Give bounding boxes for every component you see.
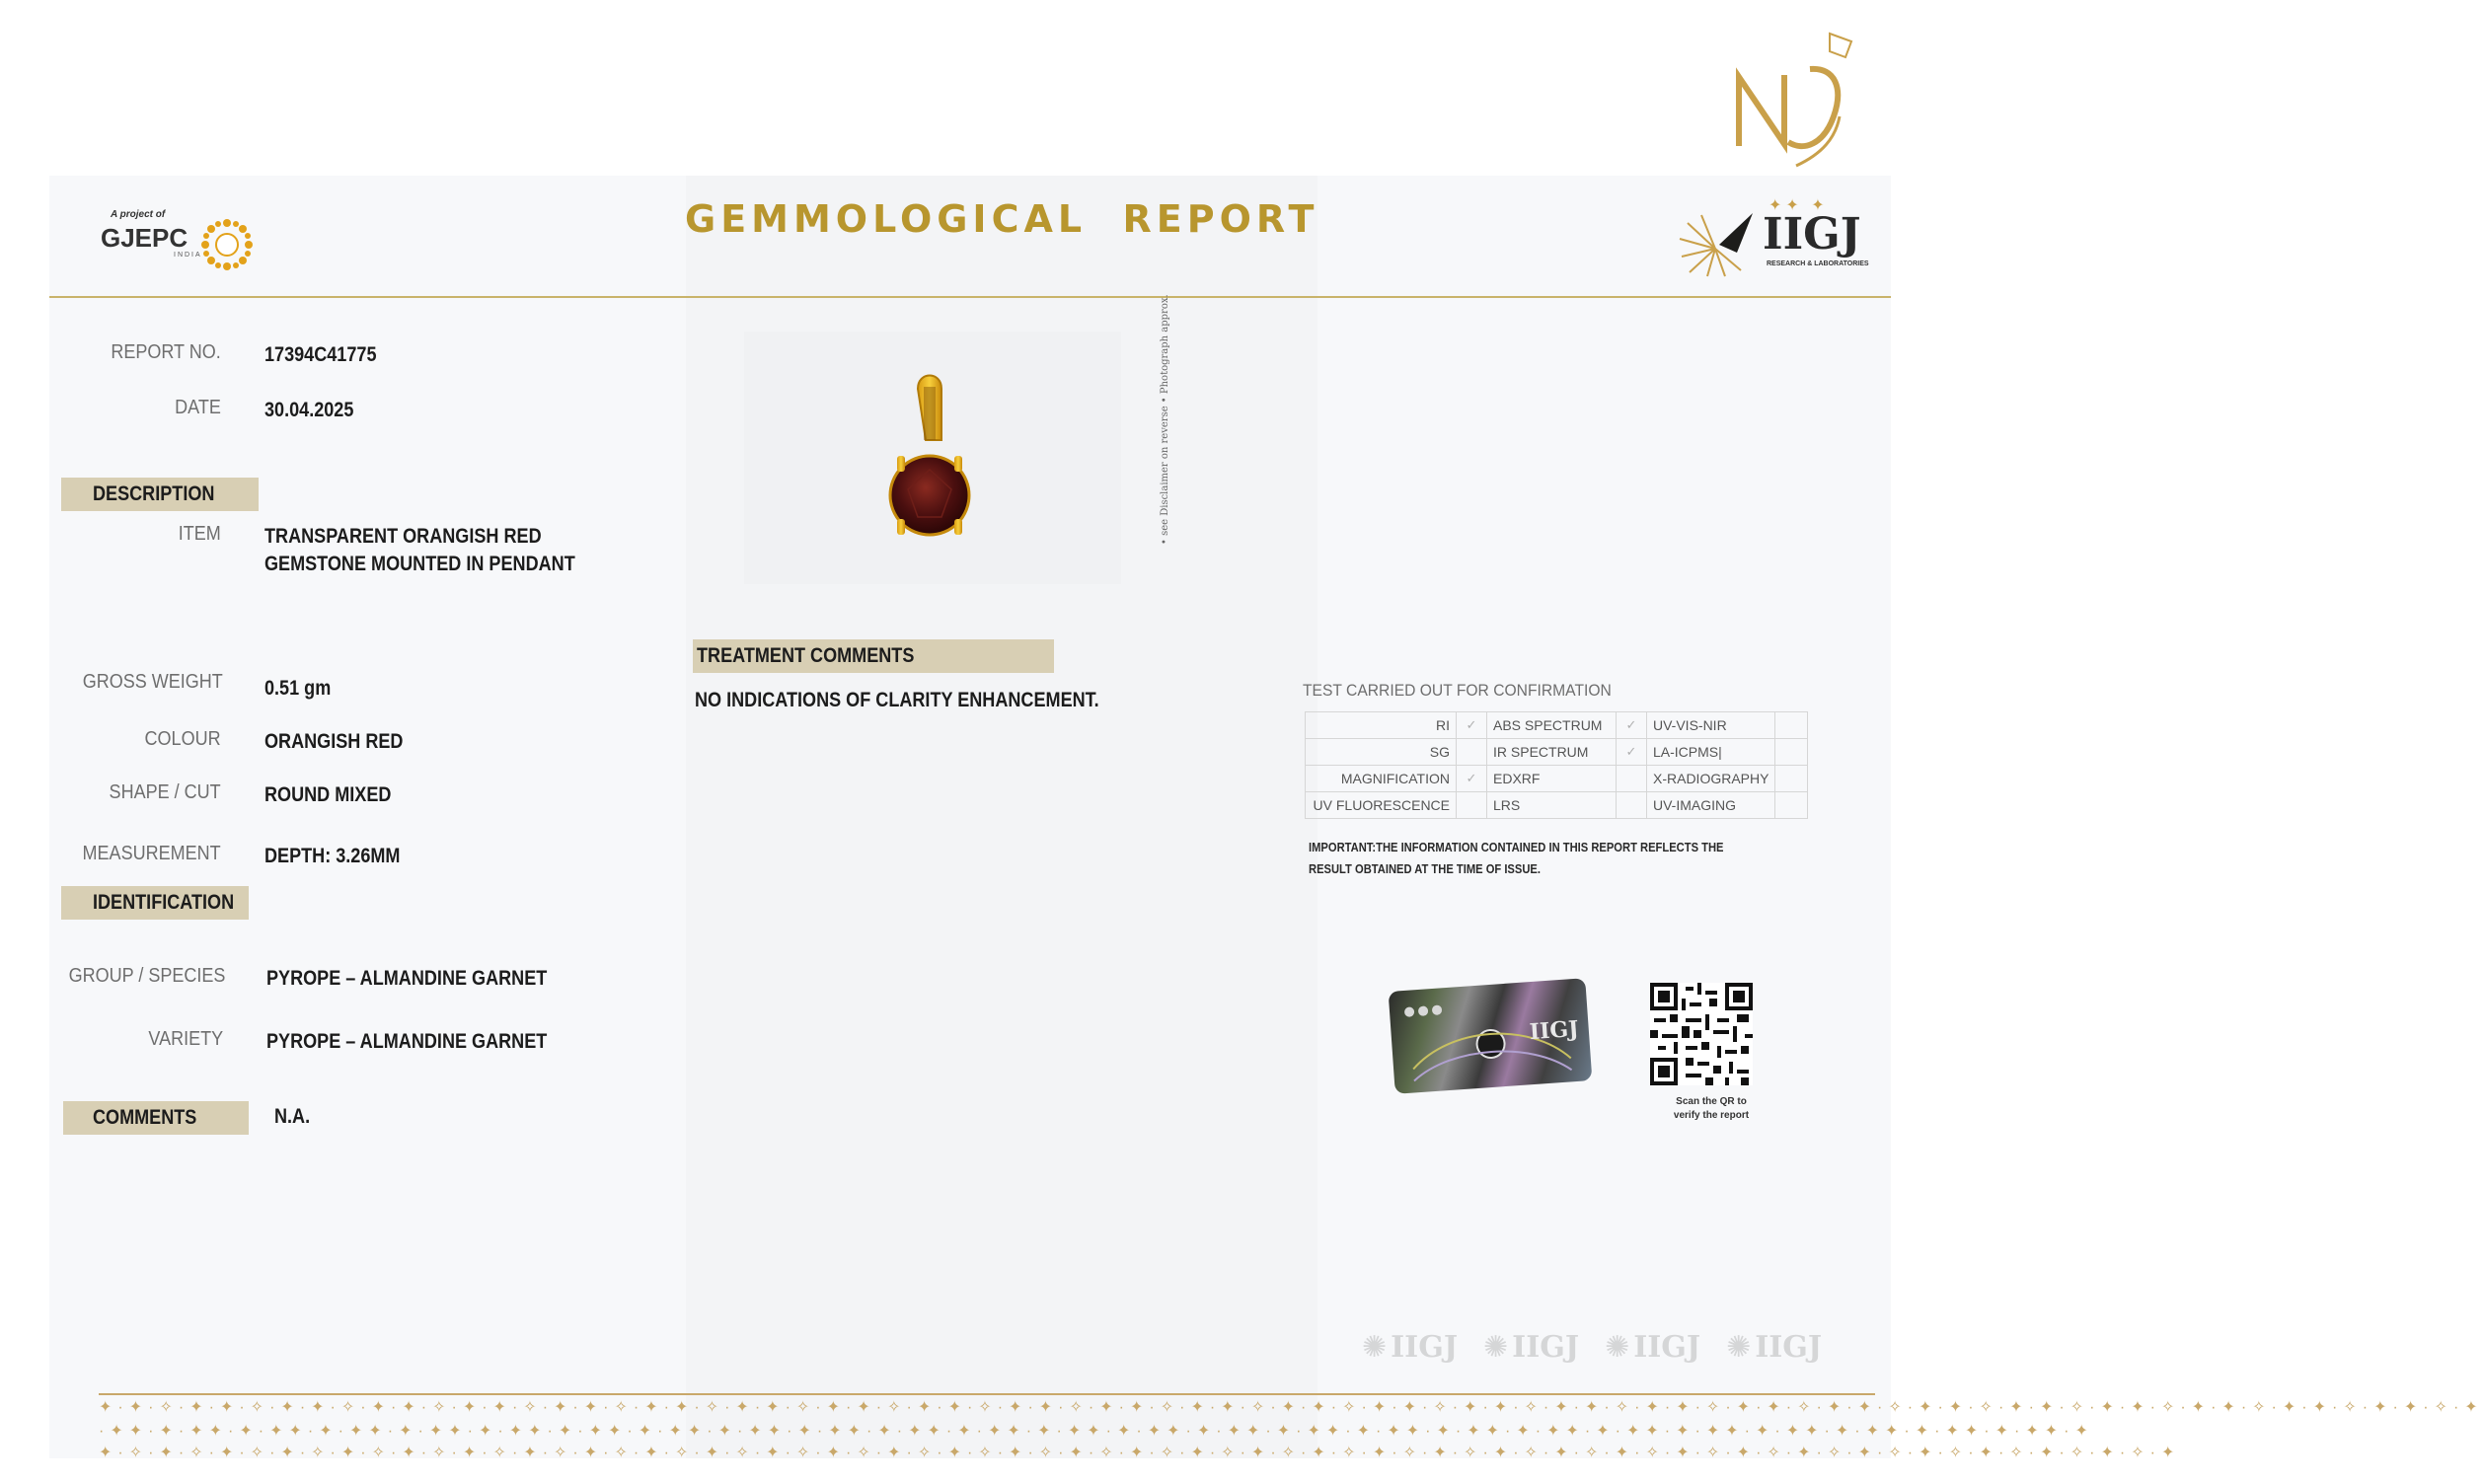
table-row — [1306, 739, 1808, 766]
empty-cell — [1775, 739, 1808, 766]
iigj-burst-icon — [1676, 209, 1757, 278]
check-icon: ✓ — [1457, 766, 1487, 792]
gjepc-logo — [99, 207, 266, 276]
important-line1: THE INFORMATION CONTAINED IN THIS REPORT REFLECTS THE — [1376, 840, 1724, 854]
important-note — [1309, 837, 1723, 880]
watermark-text: IIGJ — [1755, 1329, 1823, 1365]
group-value: PYROPE – ALMANDINE GARNET — [266, 967, 548, 990]
comments-heading-text: COMMENTS — [93, 1106, 197, 1129]
gjepc-sun-icon — [201, 219, 253, 270]
garnet-pendant-icon — [744, 332, 1121, 584]
gjepc-country: INDIA — [174, 252, 202, 259]
bottom-border-line — [99, 1393, 1875, 1395]
date-label: DATE — [175, 397, 221, 418]
iigj-subtitle: RESEARCH & LABORATORIES — [1767, 260, 1869, 267]
empty-cell — [1775, 712, 1808, 739]
table-row — [1306, 712, 1808, 739]
watermark-logo — [1483, 1322, 1579, 1372]
nj-logo-icon — [1727, 28, 1865, 176]
item-label: ITEM — [178, 523, 221, 545]
check-icon: ✓ — [1617, 712, 1647, 739]
comments-value: N.A. — [274, 1105, 311, 1128]
description-heading-text: DESCRIPTION — [93, 482, 215, 505]
identification-heading — [61, 886, 249, 920]
gjepc-name: GJEPC — [101, 223, 188, 253]
test-abs-spectrum: ABS SPECTRUM — [1487, 712, 1617, 739]
check-icon — [1457, 739, 1487, 766]
report-no-label: REPORT NO. — [111, 341, 221, 363]
measurement-label: MEASUREMENT — [82, 843, 221, 864]
watermark-text: IIGJ — [1512, 1329, 1580, 1365]
check-icon — [1617, 766, 1647, 792]
check-icon: ✓ — [1457, 712, 1487, 739]
colour-label: COLOUR — [144, 728, 221, 750]
test-uv-fluorescence: UV FLUORESCENCE — [1306, 792, 1457, 819]
shape-label: SHAPE / CUT — [109, 781, 221, 803]
watermark-text: IIGJ — [1633, 1329, 1701, 1365]
watermark-row — [1362, 1322, 1895, 1372]
report-no-value: 17394C41775 — [264, 343, 377, 366]
nj-logo — [1727, 28, 1865, 176]
iigj-logo — [1676, 195, 1873, 284]
colour-value: ORANGISH RED — [264, 730, 404, 753]
page-title: GEMMOLOGICAL REPORT — [685, 197, 1319, 241]
table-row — [1306, 792, 1808, 819]
test-x-radiography: X-RADIOGRAPHY — [1647, 766, 1775, 792]
important-line2: RESULT OBTAINED AT THE TIME OF ISSUE. — [1309, 861, 1541, 876]
test-magnification: MAGNIFICATION — [1306, 766, 1457, 792]
test-sg: SG — [1306, 739, 1457, 766]
watermark-burst-icon: ✺ — [1726, 1330, 1752, 1364]
variety-label: VARIETY — [148, 1028, 223, 1050]
test-ir-spectrum: IR SPECTRUM — [1487, 739, 1617, 766]
tests-heading: TEST CARRIED OUT FOR CONFIRMATION — [1303, 681, 1612, 700]
item-value-line1: TRANSPARENT ORANGISH RED — [264, 525, 542, 548]
gross-weight-label: GROSS WEIGHT — [82, 671, 223, 693]
qr-caption — [1650, 1095, 1772, 1123]
hologram-sticker — [1389, 978, 1593, 1094]
check-icon: ✓ — [1617, 739, 1647, 766]
gem-photo — [744, 332, 1121, 584]
bottom-border-dots-3: ✦·✧·✦·✧·✦·✧·✦·✧·✦·✧·✦·✧·✦·✧·✦·✧·✦·✧·✦·✧·✦·✧·✦·✧·✦·✧·✦·✧·✦·✧·✦·✧·✦·✧·✦·✧·✦·✧·✦·✧·✦·✧·✦·✧·✦·✧·✦·✧·✦·✧·✦·✧·✦·✧·✦·✧·✦·✧·✦·✧·✦·✧·✦·✧·✦·✧·✦·✧·✦ — [99, 1445, 2181, 1461]
test-la-icpms: LA-ICPMS| — [1647, 739, 1775, 766]
watermark-logo — [1362, 1322, 1458, 1372]
iigj-stars: ✦✦ ✦ — [1769, 197, 1829, 214]
item-value-line2: GEMSTONE MOUNTED IN PENDANT — [264, 553, 575, 575]
treatment-heading — [693, 639, 1054, 673]
empty-cell — [1775, 766, 1808, 792]
watermark-text: IIGJ — [1391, 1329, 1459, 1365]
group-label: GROUP / SPECIES — [68, 965, 225, 987]
iigj-name: IIGJ — [1763, 209, 1861, 260]
date-value: 30.04.2025 — [264, 399, 354, 421]
watermark-logo — [1726, 1322, 1822, 1372]
header-divider — [49, 296, 1891, 298]
identification-heading-text: IDENTIFICATION — [93, 891, 235, 914]
watermark-logo — [1605, 1322, 1700, 1372]
watermark-burst-icon: ✺ — [1605, 1330, 1630, 1364]
watermark-burst-icon: ✺ — [1362, 1330, 1388, 1364]
comments-heading — [63, 1101, 249, 1135]
qr-caption-line1: Scan the QR to — [1676, 1096, 1747, 1107]
test-edxrf: EDXRF — [1487, 766, 1617, 792]
hologram-text: IIGJ — [1528, 1015, 1580, 1046]
bottom-border-dots-2: ·✦✦·✦·✦✦·✦·✦✦·✦·✦✦·✦·✦✦·✦·✦✦·✦·✦✦·✦·✦✦·✦·✦✦·✦·✦✦·✦·✦✦·✦·✦✦·✦·✦✦·✦·✦✦·✦·✦✦·✦·✦✦·✦·✦✦·✦·✦✦·✦·✦✦·✦·✦✦·✦·✦✦·✦·✦✦·✦·✦✦·✦·✦✦·✦·✦✦·✦ — [99, 1423, 2094, 1440]
tests-table — [1305, 711, 1808, 819]
gjepc-tagline: A project of — [111, 209, 166, 220]
qr-caption-line2: verify the report — [1673, 1110, 1750, 1121]
description-heading — [61, 478, 259, 511]
test-uv-imaging: UV-IMAGING — [1647, 792, 1775, 819]
variety-value: PYROPE – ALMANDINE GARNET — [266, 1030, 548, 1053]
treatment-heading-text: TREATMENT COMMENTS — [697, 644, 915, 667]
qr-code — [1650, 983, 1753, 1085]
empty-cell — [1775, 792, 1808, 819]
watermark-burst-icon: ✺ — [1483, 1330, 1509, 1364]
table-row — [1306, 766, 1808, 792]
treatment-value: NO INDICATIONS OF CLARITY ENHANCEMENT. — [695, 689, 1099, 711]
shape-value: ROUND MIXED — [264, 783, 392, 806]
bottom-border-dots-1: ✦·✦·✧·✦·✦·✧·✦·✦·✧·✦·✦·✧·✦·✦·✧·✦·✦·✧·✦·✦·✧·✦·✦·✧·✦·✦·✧·✦·✦·✧·✦·✦·✧·✦·✦·✧·✦·✦·✧·✦·✦·✧·✦·✦·✧·✦·✦·✧·✦·✦·✧·✦·✦·✧·✦·✦·✧·✦·✦·✧·✦·✦·✧·✦·✦·✧·✦·✦·✧·✦·✦·✧·✦·✦·✧·✦·✦·✧·✦ — [99, 1399, 2484, 1416]
check-icon — [1617, 792, 1647, 819]
test-uv-vis-nir: UV-VIS-NIR — [1647, 712, 1775, 739]
check-icon — [1457, 792, 1487, 819]
test-lrs: LRS — [1487, 792, 1617, 819]
gross-weight-value: 0.51 gm — [264, 677, 332, 700]
test-ri: RI — [1306, 712, 1457, 739]
measurement-value: DEPTH: 3.26MM — [264, 845, 401, 867]
important-label: IMPORTANT: — [1309, 840, 1377, 854]
qr-code-icon — [1650, 983, 1753, 1085]
